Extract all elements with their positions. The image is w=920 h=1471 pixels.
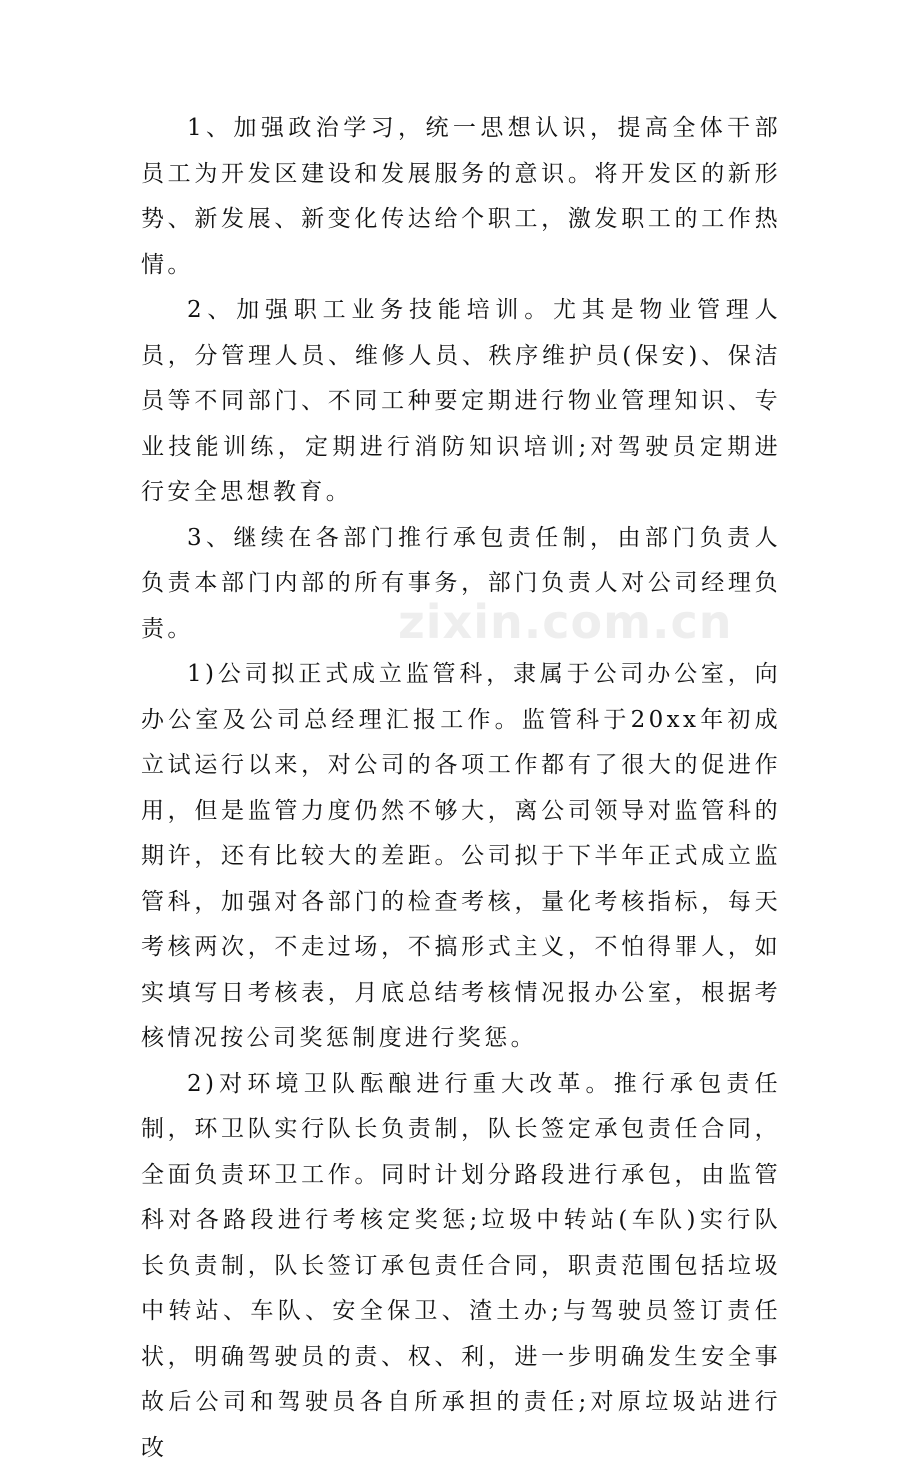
paragraph-4: 1)公司拟正式成立监管科，隶属于公司办公室，向办公室及公司总经理汇报工作。监管科于20xx年初成立试运行以来，对公司的各项工作都有了很大的促进作用，但是监管力度仍然不够大，离公司领导对监管科的期许，还有比较大的差距。公司拟于下半年正式成立监管科，加强对各部门的检查考核，量化考核指标，每天考核两次，不走过场，不搞形式主义，不怕得罪人，如实填写日考核表，月底总结考核情况报办公室，根据考核情况按公司奖惩制度进行奖惩。 (141, 652, 781, 1062)
paragraph-1: 1、加强政治学习，统一思想认识，提高全体干部员工为开发区建设和发展服务的意识。将开发区的新形势、新发展、新变化传达给个职工，激发职工的工作热情。 (141, 106, 781, 288)
paragraph-3: 3、继续在各部门推行承包责任制，由部门负责人负责本部门内部的所有事务，部门负责人对公司经理负责。 (141, 516, 781, 653)
paragraph-5: 2)对环境卫队酝酿进行重大改革。推行承包责任制，环卫队实行队长负责制，队长签定承包责任合同，全面负责环卫工作。同时计划分路段进行承包，由监管科对各路段进行考核定奖惩;垃圾中转站(车队)实行队长负责制，队长签订承包责任合同，职责范围包括垃圾中转站、车队、安全保卫、渣土办;与驾驶员签订责任状，明确驾驶员的责、权、利，进一步明确发生安全事故后公司和驾驶员各自所承担的责任;对原垃圾站进行改 (141, 1062, 781, 1471)
watermark: zixin.com.cn (398, 595, 733, 649)
document-body (141, 106, 781, 1471)
paragraph-2: 2、加强职工业务技能培训。尤其是物业管理人员，分管理人员、维修人员、秩序维护员(保安)、保洁员等不同部门、不同工种要定期进行物业管理知识、专业技能训练，定期进行消防知识培训;对驾驶员定期进行安全思想教育。 (141, 288, 781, 516)
